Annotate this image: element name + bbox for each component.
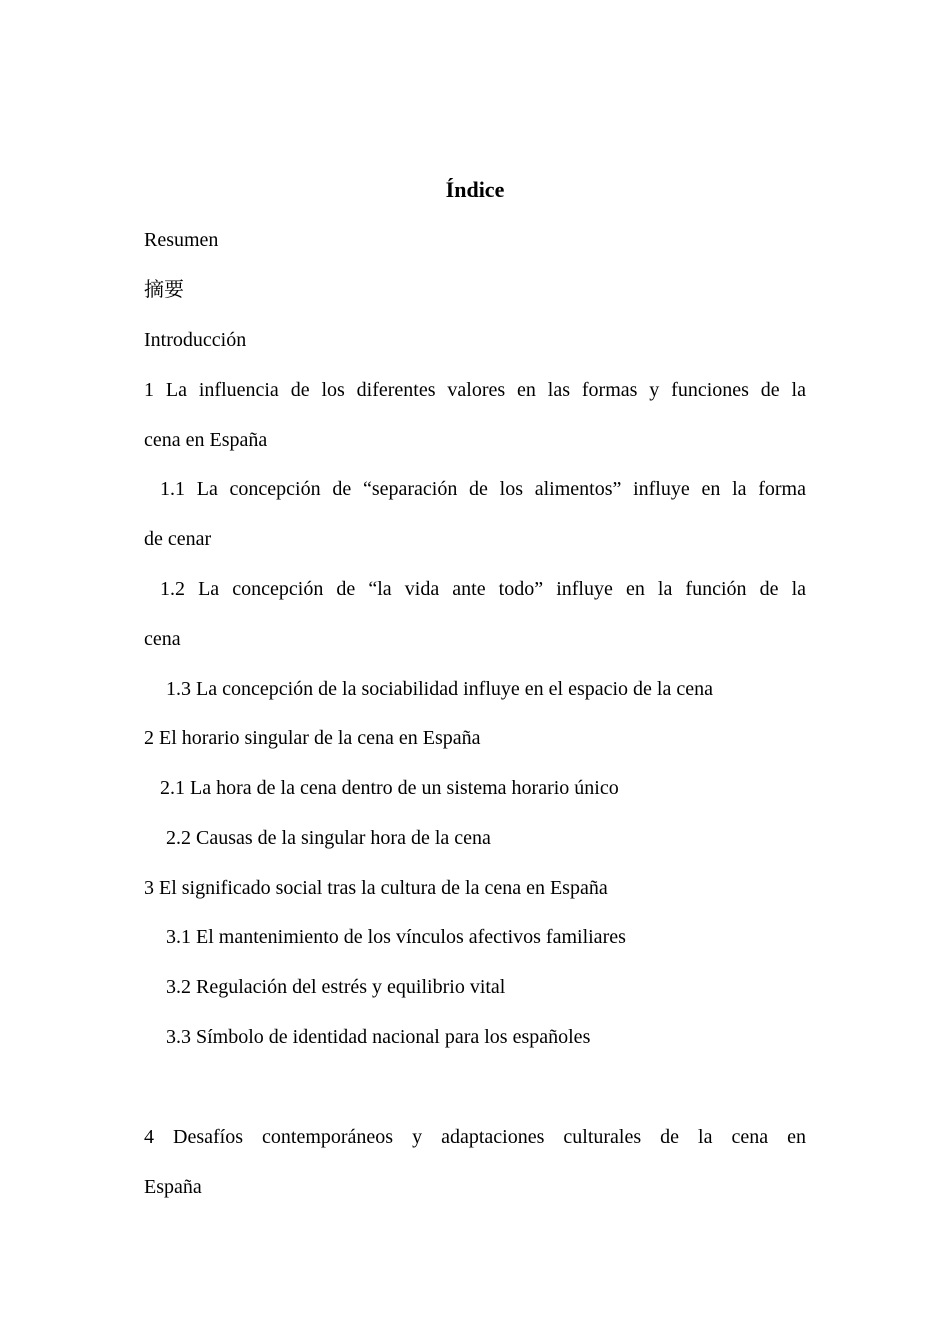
toc-entry-section-3-1: 3.1 El mantenimiento de los vínculos afectivos familiares	[166, 926, 626, 948]
toc-entry-section-2: 2 El horario singular de la cena en España	[144, 727, 481, 749]
toc-entry-section-1-1-line-1: 1.1 La concepción de “separación de los alimentos” influye en la forma	[160, 478, 806, 500]
page-title: Índice	[445, 177, 505, 202]
toc-entry-section-3-2: 3.2 Regulación del estrés y equilibrio vital	[166, 976, 506, 998]
toc-entry-section-1-2-line-2: cena	[144, 628, 181, 650]
toc-entry-section-1	[144, 365, 806, 465]
toc-entry-resumen: Resumen	[144, 229, 219, 251]
toc-entry-section-1-1	[144, 464, 806, 564]
toc-entry-section-2-1: 2.1 La hora de la cena dentro de un sistema horario único	[160, 777, 619, 799]
toc-entry-section-4-line-1: 4 Desafíos contemporáneos y adaptaciones culturales de la cena en	[144, 1126, 806, 1148]
toc-entry-zhaiyao: 摘要	[144, 279, 184, 301]
toc-entry-section-4	[144, 1112, 806, 1212]
toc-entry-section-1-line-1: 1 La influencia de los diferentes valores en las formas y funciones de la	[144, 379, 806, 401]
toc-entry-section-1-line-2: cena en España	[144, 429, 268, 451]
toc-entry-section-3: 3 El significado social tras la cultura de la cena en España	[144, 877, 608, 899]
toc-entry-section-1-1-line-2: de cenar	[144, 528, 212, 550]
toc-entry-section-1-3: 1.3 La concepción de la sociabilidad influye en el espacio de la cena	[166, 678, 713, 700]
toc-entry-section-4-line-2: España	[144, 1176, 202, 1198]
toc-entry-section-3-3: 3.3 Símbolo de identidad nacional para los españoles	[166, 1026, 591, 1048]
toc-entry-introduccion: Introducción	[144, 329, 247, 351]
toc-entry-section-2-2: 2.2 Causas de la singular hora de la cena	[166, 827, 491, 849]
toc-entry-section-1-2-line-1: 1.2 La concepción de “la vida ante todo” influye en la función de la	[160, 578, 806, 600]
toc-entry-section-1-2	[144, 564, 806, 664]
